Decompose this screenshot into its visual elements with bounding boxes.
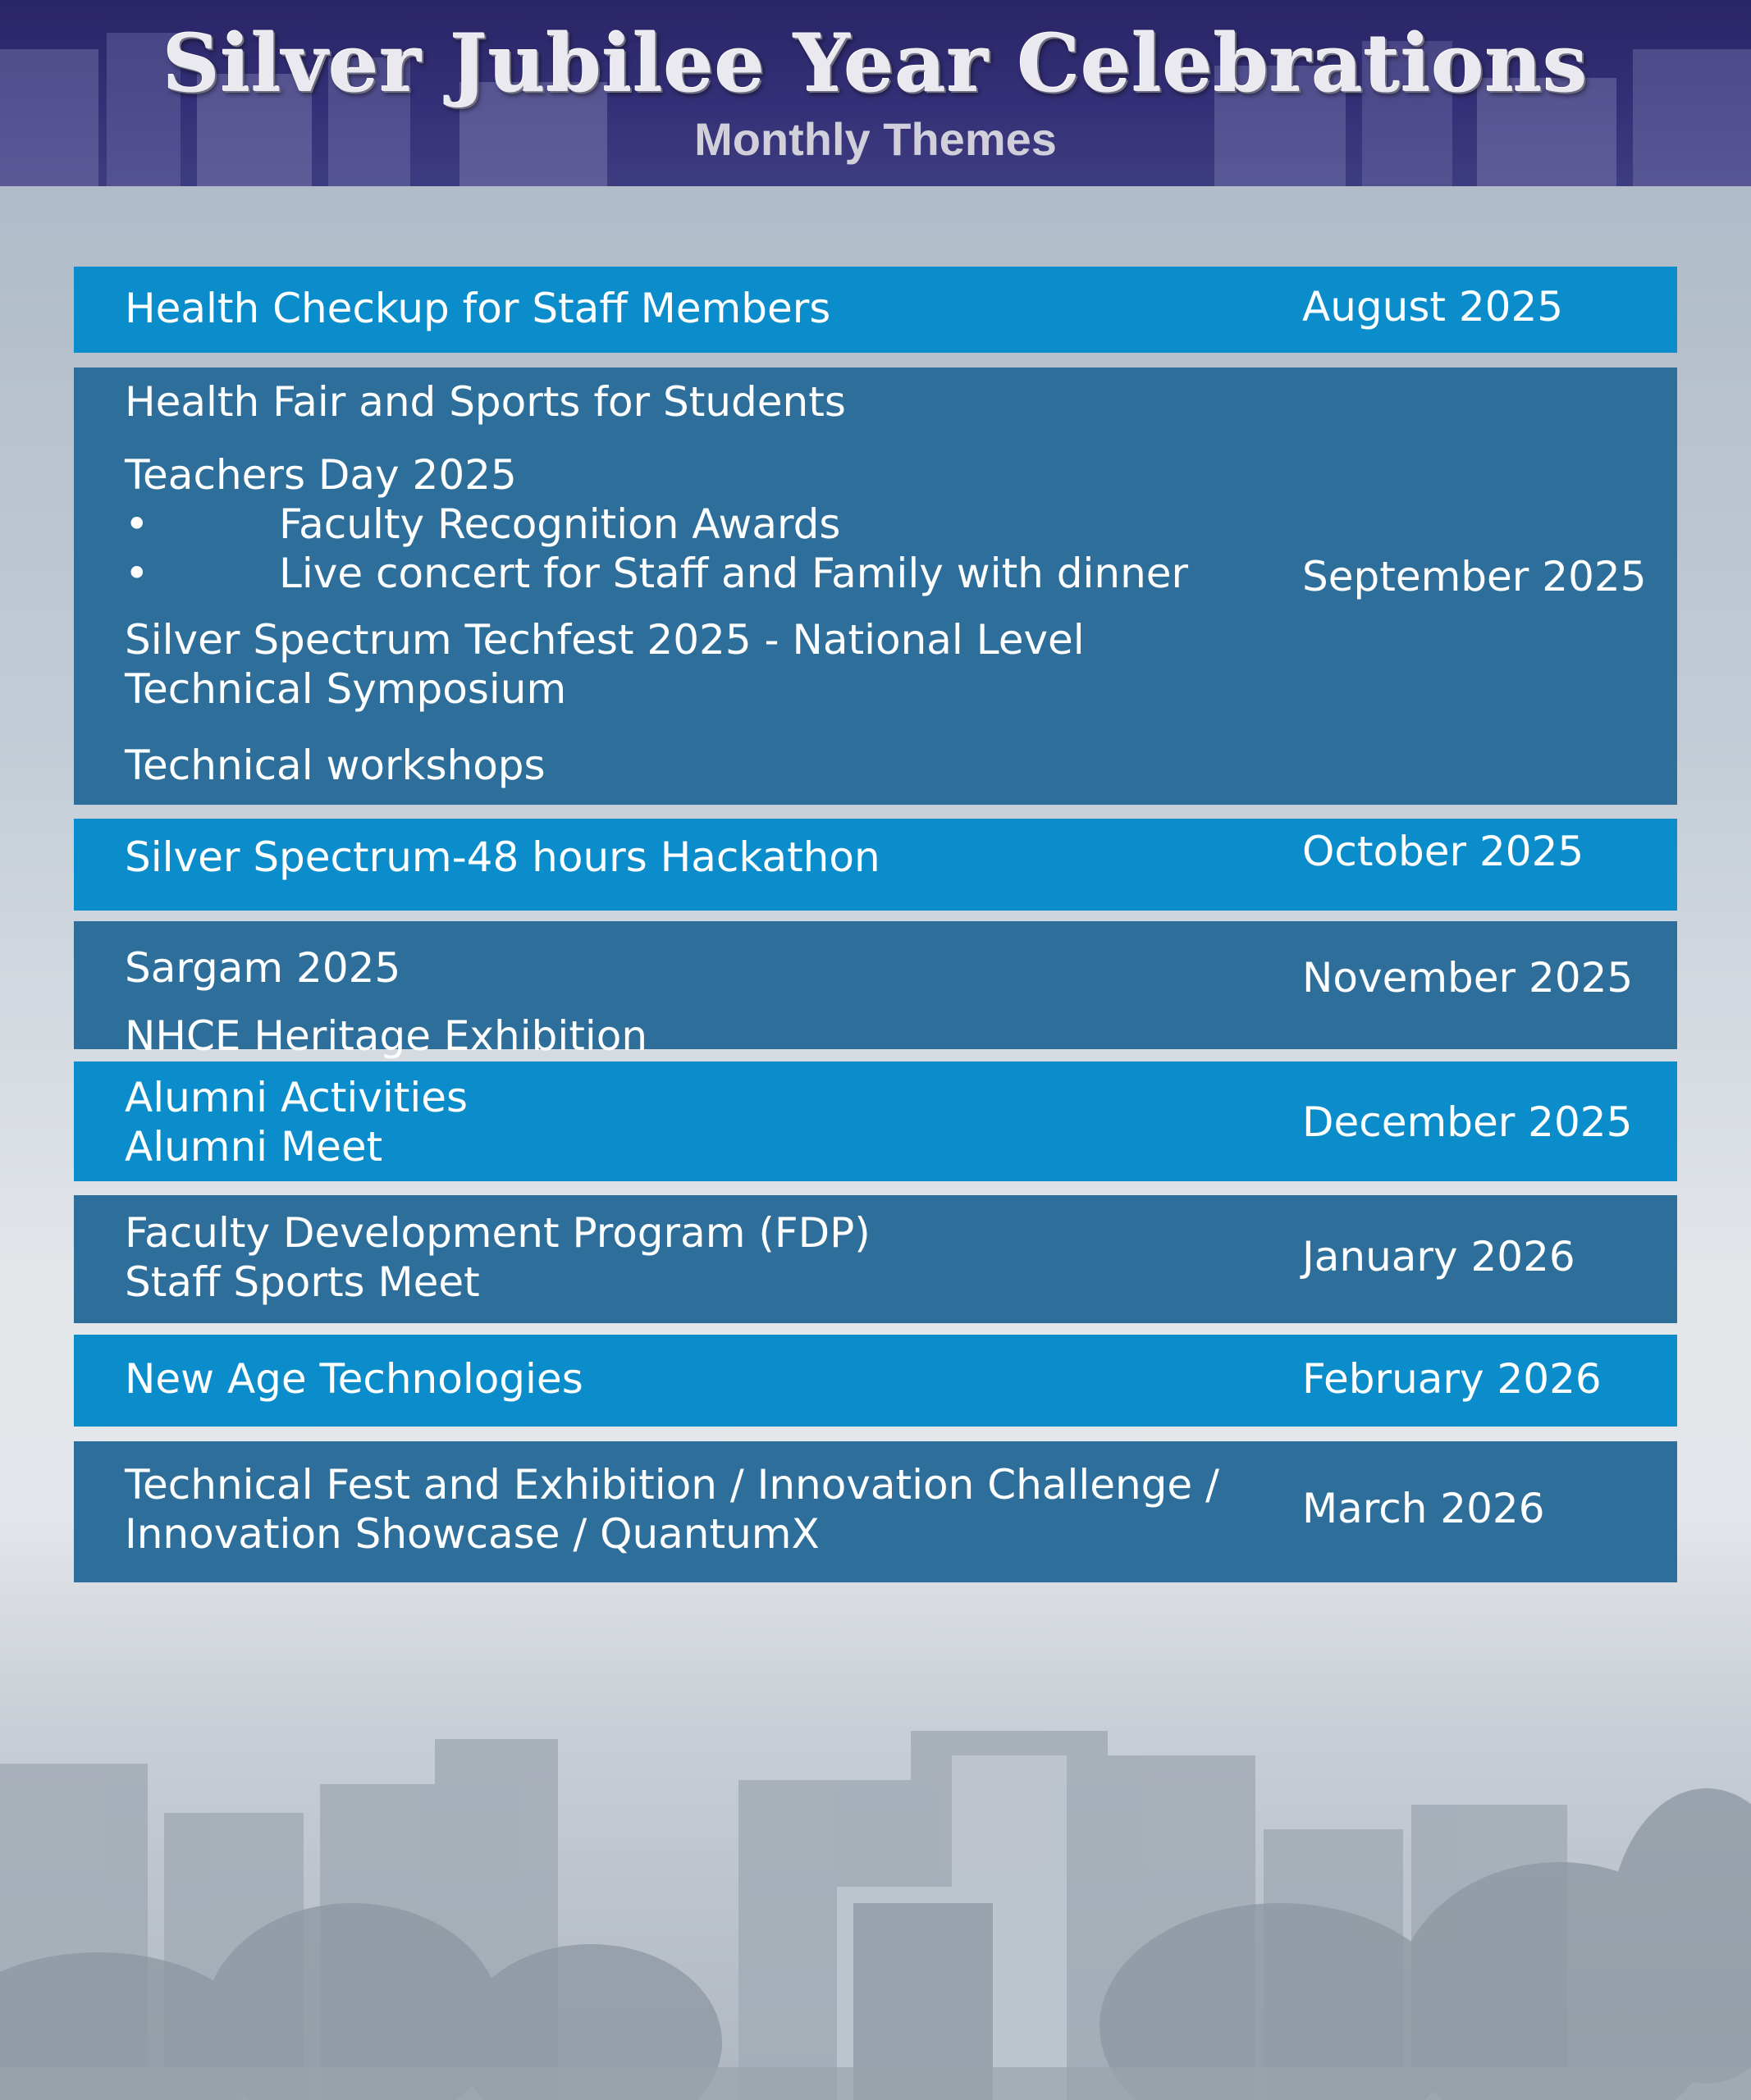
row-month: September 2025 [1302,553,1647,600]
event-item: Health Fair and Sports for Students [125,378,846,426]
event-item: Alumni Activities [125,1074,469,1121]
bullet-icon: • [125,500,149,548]
event-item: Silver Spectrum-48 hours Hackathon [125,833,880,881]
row-month: August 2025 [1302,283,1564,331]
event-bullet-item [125,549,1290,598]
event-item: Staff Sports Meet [125,1258,480,1306]
row-month: December 2025 [1302,1098,1633,1146]
event-item: Health Checkup for Staff Members [125,285,831,332]
bullet-text: Faculty Recognition Awards [279,500,841,548]
page-subtitle: Monthly Themes [694,113,1057,165]
event-bullet-item [125,500,1290,549]
row-events [125,1354,1290,1404]
bullet-text: Live concert for Staff and Family with dinner [279,550,1189,597]
event-item: Faculty Development Program (FDP) [125,1209,871,1257]
row-month: November 2025 [1302,954,1634,1002]
bullet-icon: • [125,550,149,597]
theme-row-march [74,1441,1677,1582]
event-item: Alumni Meet [125,1123,383,1171]
event-item: NHCE Heritage Exhibition [125,1012,648,1060]
event-item-continued: Technical Symposium [125,665,567,713]
event-item: Sargam 2025 [125,944,401,992]
event-item-continued: Innovation Showcase / QuantumX [125,1510,820,1558]
header-banner [0,0,1751,186]
theme-row-february [74,1335,1677,1427]
row-events [125,377,1290,790]
row-events [125,1208,1290,1307]
campus-background-image [0,1706,1751,2100]
theme-row-august [74,267,1677,353]
theme-row-january [74,1195,1677,1323]
event-item: Teachers Day 2025 [125,451,517,499]
theme-row-december [74,1061,1677,1181]
row-events [125,943,1290,1061]
event-item: Silver Spectrum Techfest 2025 - National Level [125,616,1085,664]
theme-row-september [74,368,1677,805]
row-month: January 2026 [1302,1233,1575,1281]
row-events [125,1073,1290,1171]
event-item: Technical workshops [125,742,546,789]
theme-row-october [74,819,1677,911]
row-month: February 2026 [1302,1355,1602,1403]
event-item: New Age Technologies [125,1355,583,1403]
row-month: October 2025 [1302,828,1584,875]
event-item: Technical Fest and Exhibition / Innovation Challenge / [125,1461,1219,1509]
row-month: March 2026 [1302,1485,1545,1532]
row-events [125,833,1290,882]
page-title: Silver Jubilee Year Celebrations [162,17,1589,110]
theme-row-november [74,921,1677,1060]
row-events [125,284,1290,333]
row-events [125,1460,1290,1559]
